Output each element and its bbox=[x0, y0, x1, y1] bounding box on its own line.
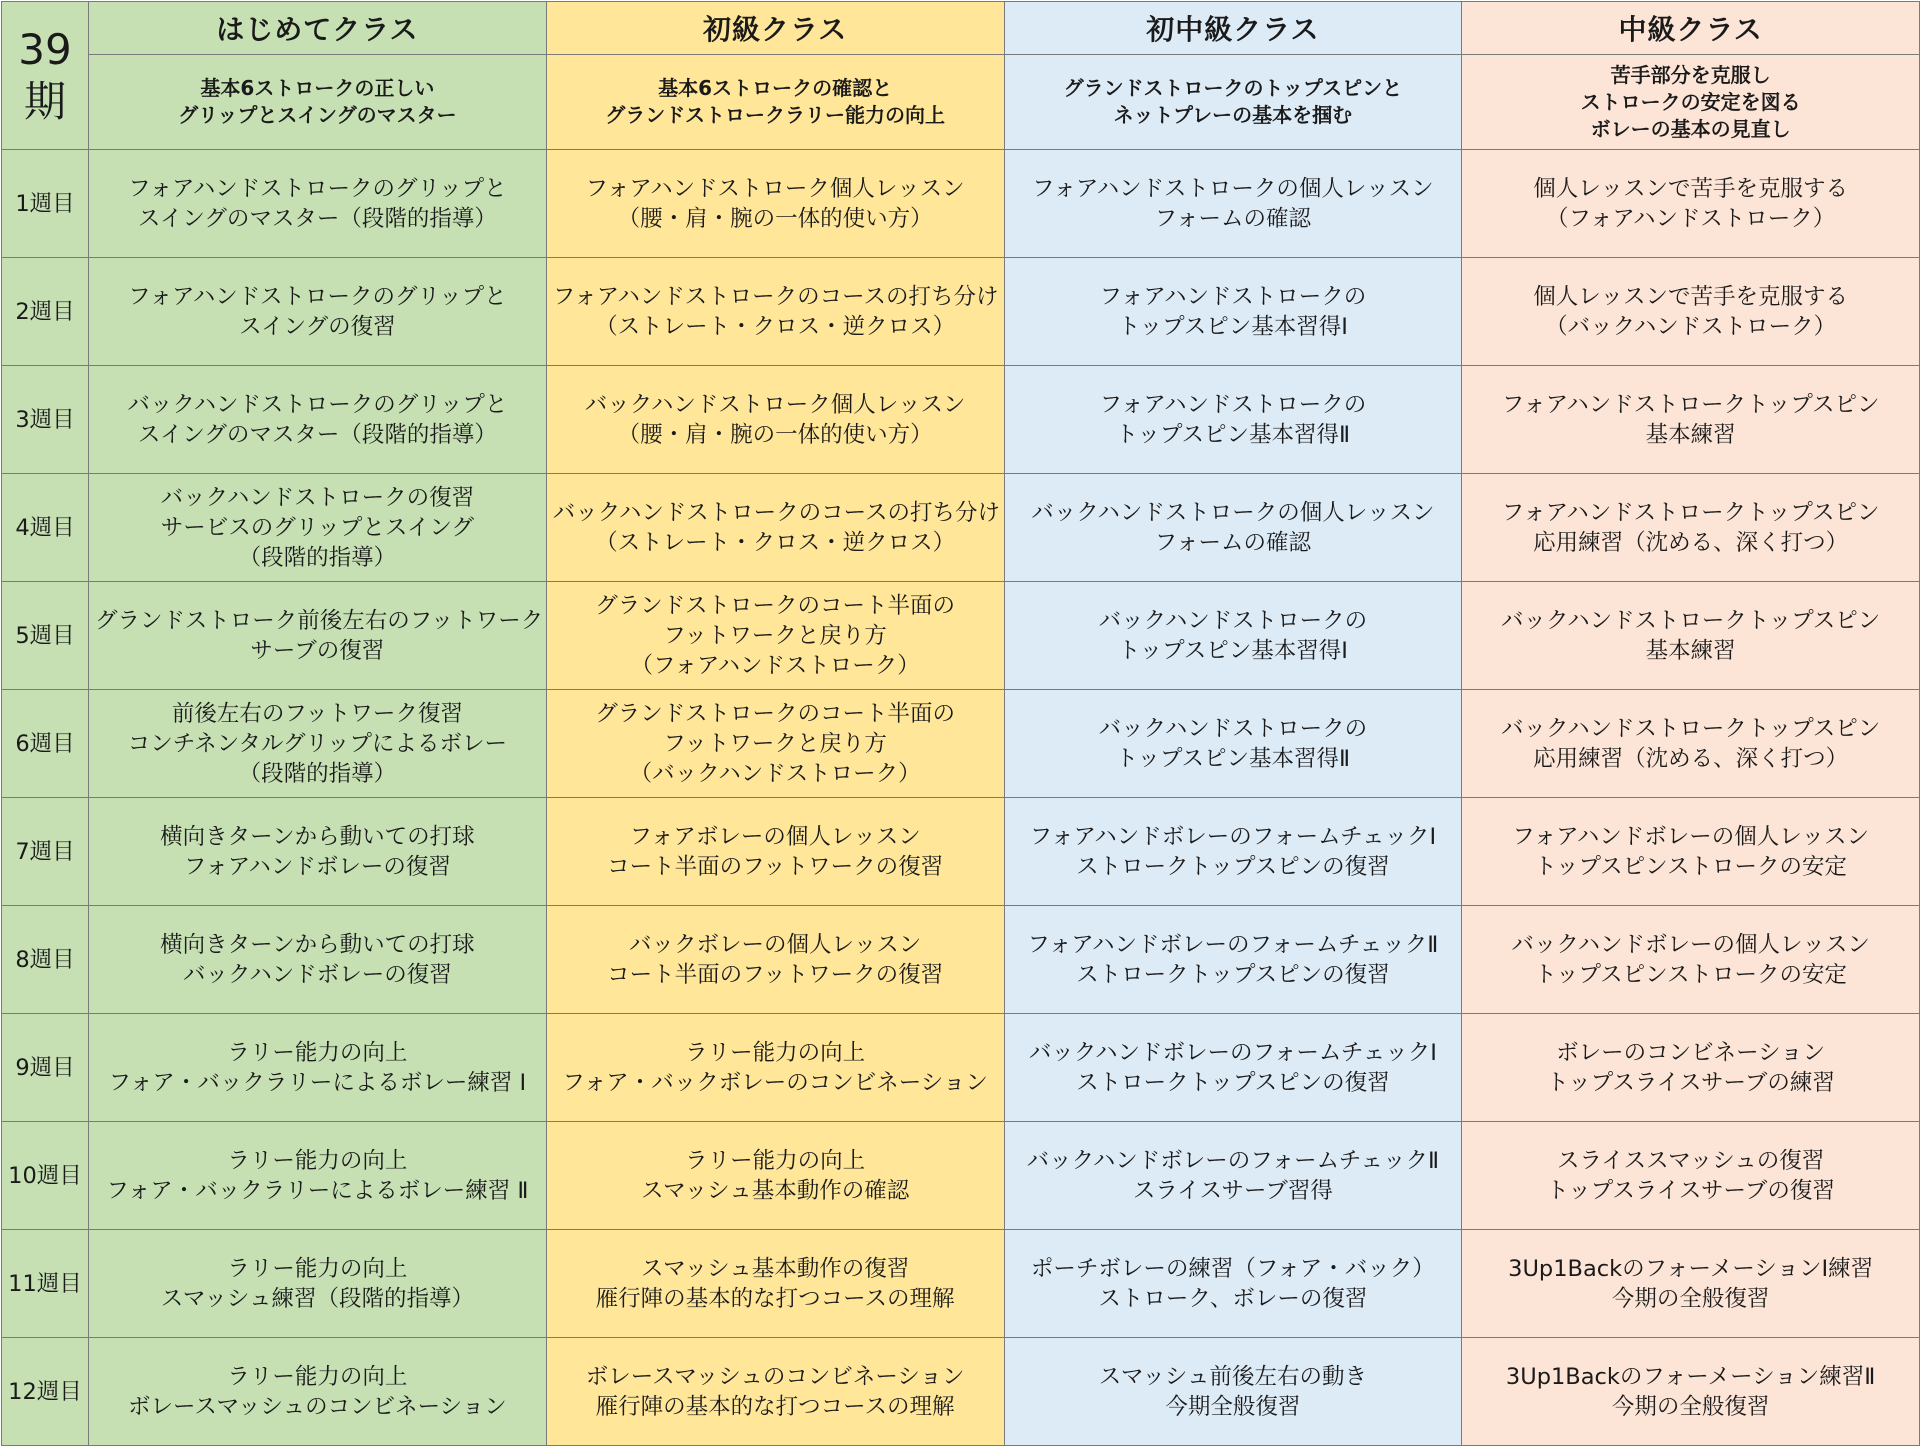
lesson-cell-intermediate bbox=[1462, 1338, 1920, 1446]
lesson-cell-intermediate bbox=[1462, 1230, 1920, 1338]
week-row bbox=[2, 1338, 1920, 1446]
lesson-cell-beginner bbox=[546, 906, 1004, 1014]
lesson-line: バックハンドストロークトップスピン bbox=[1500, 715, 1881, 742]
class-goal-beginner bbox=[546, 55, 1004, 150]
week-row bbox=[2, 258, 1920, 366]
week-label: 7週目 bbox=[2, 798, 89, 906]
lesson-cell-beginner-first bbox=[89, 258, 547, 366]
lesson-line: ボレースマッシュのコンビネーション bbox=[585, 1363, 965, 1390]
goal-line: グランドストロークラリー能力の向上 bbox=[605, 103, 946, 127]
week-label: 10週目 bbox=[2, 1122, 89, 1230]
lesson-cell-beginner-first bbox=[89, 150, 547, 258]
lesson-line: グランドストロークのコート半面の bbox=[595, 700, 956, 727]
lesson-line: スマッシュ基本動作の復習 bbox=[641, 1255, 910, 1282]
lesson-line: 応用練習（沈める、深く打つ） bbox=[1533, 745, 1849, 772]
lesson-cell-beginner bbox=[546, 258, 1004, 366]
lesson-line: 基本練習 bbox=[1645, 637, 1736, 664]
lesson-line: フォア・バックボレーのコンビネーション bbox=[562, 1069, 988, 1096]
goal-line: グランドストロークのトップスピンと bbox=[1063, 76, 1403, 100]
lesson-cell-intermediate bbox=[1462, 366, 1920, 474]
lesson-line: 今期の全般復習 bbox=[1611, 1285, 1770, 1312]
lesson-cell-elementary-intermediate bbox=[1004, 1122, 1462, 1230]
lesson-cell-beginner-first bbox=[89, 1230, 547, 1338]
lesson-cell-beginner-first bbox=[89, 1338, 547, 1446]
lesson-line: 横向きターンから動いての打球 bbox=[160, 823, 475, 850]
lesson-cell-beginner-first bbox=[89, 1014, 547, 1122]
class-goal-row bbox=[2, 55, 1920, 150]
lesson-line: ボレースマッシュのコンビネーション bbox=[128, 1393, 507, 1420]
lesson-line: （腰・肩・腕の一体的使い方） bbox=[617, 421, 933, 448]
lesson-line: トップスピン基本習得Ⅰ bbox=[1117, 637, 1348, 664]
lesson-line: コート半面のフットワークの復習 bbox=[607, 853, 944, 880]
lesson-cell-beginner bbox=[546, 690, 1004, 798]
lesson-cell-beginner bbox=[546, 366, 1004, 474]
class-goal-elementary-intermediate bbox=[1004, 55, 1462, 150]
lesson-line: 個人レッスンで苦手を克服する bbox=[1533, 283, 1849, 310]
lesson-cell-beginner-first bbox=[89, 366, 547, 474]
lesson-cell-intermediate bbox=[1462, 1014, 1920, 1122]
week-row bbox=[2, 798, 1920, 906]
lesson-line: フォアハンドボレーの個人レッスン bbox=[1512, 823, 1870, 850]
lesson-line: フォアハンドストロークの個人レッスン bbox=[1032, 175, 1434, 202]
lesson-cell-elementary-intermediate bbox=[1004, 690, 1462, 798]
lesson-line: （フォアハンドストローク） bbox=[1545, 205, 1836, 232]
lesson-line: バックハンドストロークトップスピン bbox=[1500, 607, 1881, 634]
lesson-cell-beginner-first bbox=[89, 582, 547, 690]
lesson-cell-elementary-intermediate bbox=[1004, 150, 1462, 258]
lesson-line: フォアハンドボレーのフォームチェックⅠ bbox=[1029, 823, 1437, 850]
goal-line: ネットプレーの基本を掴む bbox=[1113, 103, 1353, 127]
week-row bbox=[2, 366, 1920, 474]
lesson-cell-elementary-intermediate bbox=[1004, 366, 1462, 474]
lesson-line: フォアハンドストロークの bbox=[1099, 283, 1367, 310]
lesson-line: トップスピンストロークの安定 bbox=[1534, 853, 1847, 880]
lesson-line: トップスピンストロークの安定 bbox=[1534, 961, 1847, 988]
lesson-cell-beginner-first bbox=[89, 474, 547, 582]
lesson-line: バックハンドボレーのフォームチェックⅠ bbox=[1028, 1039, 1437, 1066]
lesson-line: バックハンドボレーのフォームチェックⅡ bbox=[1026, 1147, 1440, 1174]
lesson-line: バックハンドストロークのコースの打ち分け bbox=[552, 499, 1001, 526]
lesson-line: ラリー能力の向上 bbox=[227, 1363, 408, 1390]
lesson-line: サーブの復習 bbox=[250, 637, 385, 664]
lesson-line: フットワークと戻り方 bbox=[663, 730, 887, 757]
lesson-cell-beginner-first bbox=[89, 1122, 547, 1230]
week-label: 9週目 bbox=[2, 1014, 89, 1122]
goal-line: 基本6ストロークの正しい bbox=[200, 76, 435, 100]
goal-line: グリップとスイングのマスター bbox=[178, 103, 457, 127]
lesson-line: （腰・肩・腕の一体的使い方） bbox=[617, 205, 933, 232]
lesson-line: （ストレート・クロス・逆クロス） bbox=[595, 529, 956, 556]
period-cell bbox=[2, 2, 89, 150]
lesson-line: バックハンドストロークの個人レッスン bbox=[1031, 499, 1435, 526]
period-number: 39 bbox=[18, 24, 72, 74]
lesson-cell-beginner bbox=[546, 582, 1004, 690]
week-row bbox=[2, 1230, 1920, 1338]
class-goal-beginner-first bbox=[89, 55, 547, 150]
lesson-cell-intermediate bbox=[1462, 690, 1920, 798]
lesson-line: 雁行陣の基本的な打つコースの理解 bbox=[595, 1285, 955, 1312]
lesson-cell-beginner bbox=[546, 1122, 1004, 1230]
goal-line: 苦手部分を克服し bbox=[1610, 62, 1771, 87]
lesson-line: 今期全般復習 bbox=[1165, 1393, 1301, 1420]
lesson-line: 雁行陣の基本的な打つコースの理解 bbox=[595, 1393, 955, 1420]
week-row bbox=[2, 474, 1920, 582]
lesson-line: トップスライスサーブの復習 bbox=[1546, 1177, 1835, 1204]
lesson-cell-intermediate bbox=[1462, 474, 1920, 582]
week-row bbox=[2, 1122, 1920, 1230]
lesson-line: スイングの復習 bbox=[239, 313, 396, 340]
lesson-line: トップスピン基本習得Ⅱ bbox=[1115, 421, 1351, 448]
lesson-line: 個人レッスンで苦手を克服する bbox=[1533, 175, 1849, 202]
week-label: 1週目 bbox=[2, 150, 89, 258]
lesson-line: ストロークトップスピンの復習 bbox=[1076, 1069, 1390, 1096]
goal-line: ボレーの基本の見直し bbox=[1590, 116, 1791, 141]
lesson-line: 前後左右のフットワーク復習 bbox=[171, 700, 463, 727]
lesson-line: 今期の全般復習 bbox=[1611, 1393, 1770, 1420]
lesson-line: フォアボレーの個人レッスン bbox=[629, 823, 921, 850]
lesson-line: バックハンドストロークの bbox=[1098, 715, 1368, 742]
lesson-line: サービスのグリップとスイング bbox=[160, 514, 474, 541]
lesson-cell-elementary-intermediate bbox=[1004, 906, 1462, 1014]
lesson-line: フットワークと戻り方 bbox=[663, 622, 887, 649]
week-label: 4週目 bbox=[2, 474, 89, 582]
lesson-line: スマッシュ練習（段階的指導） bbox=[160, 1285, 474, 1312]
lesson-cell-elementary-intermediate bbox=[1004, 474, 1462, 582]
lesson-cell-beginner-first bbox=[89, 798, 547, 906]
week-row bbox=[2, 582, 1920, 690]
lesson-cell-intermediate bbox=[1462, 906, 1920, 1014]
lesson-cell-intermediate bbox=[1462, 798, 1920, 906]
lesson-line: トップスピン基本習得Ⅰ bbox=[1117, 313, 1348, 340]
lesson-cell-beginner-first bbox=[89, 690, 547, 798]
week-label: 8週目 bbox=[2, 906, 89, 1014]
class-header-elementary-intermediate: 初中級クラス bbox=[1004, 2, 1462, 55]
lesson-cell-elementary-intermediate bbox=[1004, 258, 1462, 366]
lesson-cell-intermediate bbox=[1462, 582, 1920, 690]
week-row bbox=[2, 150, 1920, 258]
lesson-cell-beginner-first bbox=[89, 906, 547, 1014]
lesson-line: スイングのマスター（段階的指導） bbox=[137, 205, 497, 232]
lesson-line: バックハンドストローク個人レッスン bbox=[584, 391, 966, 418]
lesson-line: ポーチボレーの練習（フォア・バック） bbox=[1030, 1255, 1435, 1282]
week-row bbox=[2, 690, 1920, 798]
lesson-line: （ストレート・クロス・逆クロス） bbox=[595, 313, 956, 340]
class-header-intermediate: 中級クラス bbox=[1462, 2, 1920, 55]
lesson-line: スマッシュ基本動作の確認 bbox=[641, 1177, 910, 1204]
period-suffix: 期 bbox=[23, 76, 66, 126]
lesson-line: ラリー能力の向上 bbox=[227, 1255, 408, 1282]
lesson-cell-elementary-intermediate bbox=[1004, 1230, 1462, 1338]
lesson-line: フォアハンドストロークのグリップと bbox=[128, 283, 507, 310]
lesson-cell-elementary-intermediate bbox=[1004, 798, 1462, 906]
lesson-line: ストロークトップスピンの復習 bbox=[1076, 853, 1390, 880]
lesson-line: ストロークトップスピンの復習 bbox=[1076, 961, 1390, 988]
lesson-line: バックハンドストロークのグリップと bbox=[127, 391, 508, 418]
lesson-line: グランドストロークのコート半面の bbox=[595, 592, 956, 619]
lesson-schedule-table bbox=[1, 1, 1920, 1446]
lesson-cell-elementary-intermediate bbox=[1004, 582, 1462, 690]
lesson-line: バックハンドボレーの個人レッスン bbox=[1511, 931, 1870, 958]
lesson-line: 応用練習（沈める、深く打つ） bbox=[1533, 529, 1849, 556]
lesson-cell-elementary-intermediate bbox=[1004, 1338, 1462, 1446]
lesson-line: フォアハンドストロークトップスピン bbox=[1501, 391, 1880, 418]
lesson-line: 横向きターンから動いての打球 bbox=[160, 931, 475, 958]
lesson-line: ストローク、ボレーの復習 bbox=[1098, 1285, 1368, 1312]
lesson-line: フォアハンドボレーのフォームチェックⅡ bbox=[1027, 931, 1439, 958]
lesson-line: フォアハンドストロークのコースの打ち分け bbox=[552, 283, 999, 310]
goal-line: ストロークの安定を図る bbox=[1580, 89, 1801, 114]
lesson-line: フォア・バックラリーによるボレー練習 Ⅰ bbox=[108, 1069, 527, 1096]
class-header-row bbox=[2, 2, 1920, 55]
lesson-line: （バックハンドストローク） bbox=[1545, 313, 1837, 340]
lesson-line: ラリー能力の向上 bbox=[227, 1039, 408, 1066]
lesson-cell-beginner bbox=[546, 150, 1004, 258]
class-goal-intermediate bbox=[1462, 55, 1920, 150]
lesson-line: 基本練習 bbox=[1645, 421, 1736, 448]
lesson-cell-elementary-intermediate bbox=[1004, 1014, 1462, 1122]
lesson-line: グランドストローク前後左右のフットワーク bbox=[95, 607, 544, 634]
lesson-cell-beginner bbox=[546, 474, 1004, 582]
lesson-line: 3Up1Backのフォーメーション練習Ⅱ bbox=[1505, 1363, 1876, 1390]
class-header-beginner-first: はじめてクラス bbox=[89, 2, 547, 55]
lesson-line: スイングのマスター（段階的指導） bbox=[137, 421, 497, 448]
lesson-cell-beginner bbox=[546, 1338, 1004, 1446]
lesson-line: フォア・バックラリーによるボレー練習 Ⅱ bbox=[106, 1177, 529, 1204]
lesson-line: スライススマッシュの復習 bbox=[1556, 1147, 1825, 1174]
week-label: 5週目 bbox=[2, 582, 89, 690]
lesson-line: フォアハンドストロークトップスピン bbox=[1501, 499, 1880, 526]
lesson-line: （段階的指導） bbox=[238, 760, 397, 787]
lesson-line: フォアハンドストロークのグリップと bbox=[128, 175, 507, 202]
lesson-line: ラリー能力の向上 bbox=[685, 1039, 866, 1066]
lesson-line: コート半面のフットワークの復習 bbox=[607, 961, 944, 988]
lesson-line: トップスピン基本習得Ⅱ bbox=[1115, 745, 1351, 772]
lesson-line: フォームの確認 bbox=[1154, 529, 1312, 556]
lesson-line: （バックハンドストローク） bbox=[629, 760, 921, 787]
lesson-line: トップスライスサーブの練習 bbox=[1546, 1069, 1835, 1096]
lesson-line: スライスサーブ習得 bbox=[1132, 1177, 1333, 1204]
lesson-line: フォアハンドストロークの bbox=[1099, 391, 1367, 418]
week-row bbox=[2, 1014, 1920, 1122]
week-label: 3週目 bbox=[2, 366, 89, 474]
lesson-line: フォアハンドストローク個人レッスン bbox=[585, 175, 965, 202]
lesson-line: バックハンドボレーの復習 bbox=[183, 961, 452, 988]
week-label: 12週目 bbox=[2, 1338, 89, 1446]
lesson-cell-intermediate bbox=[1462, 150, 1920, 258]
lesson-line: （フォアハンドストローク） bbox=[630, 652, 920, 679]
lesson-line: 3Up1BackのフォーメーションⅠ練習 bbox=[1508, 1255, 1874, 1282]
lesson-line: バックボレーの個人レッスン bbox=[628, 931, 922, 958]
lesson-line: コンチネンタルグリップによるボレー bbox=[127, 730, 508, 757]
lesson-line: バックハンドストロークの復習 bbox=[160, 484, 475, 511]
week-label: 6週目 bbox=[2, 690, 89, 798]
lesson-cell-beginner bbox=[546, 1014, 1004, 1122]
lesson-line: ラリー能力の向上 bbox=[227, 1147, 408, 1174]
lesson-line: フォアハンドボレーの復習 bbox=[183, 853, 451, 880]
goal-line: 基本6ストロークの確認と bbox=[658, 76, 893, 100]
lesson-line: スマッシュ前後左右の動き bbox=[1098, 1363, 1367, 1390]
lesson-line: フォームの確認 bbox=[1154, 205, 1312, 232]
lesson-line: （段階的指導） bbox=[238, 544, 397, 571]
lesson-line: ラリー能力の向上 bbox=[685, 1147, 866, 1174]
lesson-cell-beginner bbox=[546, 1230, 1004, 1338]
week-label: 11週目 bbox=[2, 1230, 89, 1338]
week-label: 2週目 bbox=[2, 258, 89, 366]
lesson-cell-intermediate bbox=[1462, 258, 1920, 366]
lesson-line: ボレーのコンビネーション bbox=[1556, 1039, 1826, 1066]
lesson-cell-beginner bbox=[546, 798, 1004, 906]
lesson-cell-intermediate bbox=[1462, 1122, 1920, 1230]
lesson-line: バックハンドストロークの bbox=[1098, 607, 1368, 634]
class-header-beginner: 初級クラス bbox=[546, 2, 1004, 55]
week-row bbox=[2, 906, 1920, 1014]
